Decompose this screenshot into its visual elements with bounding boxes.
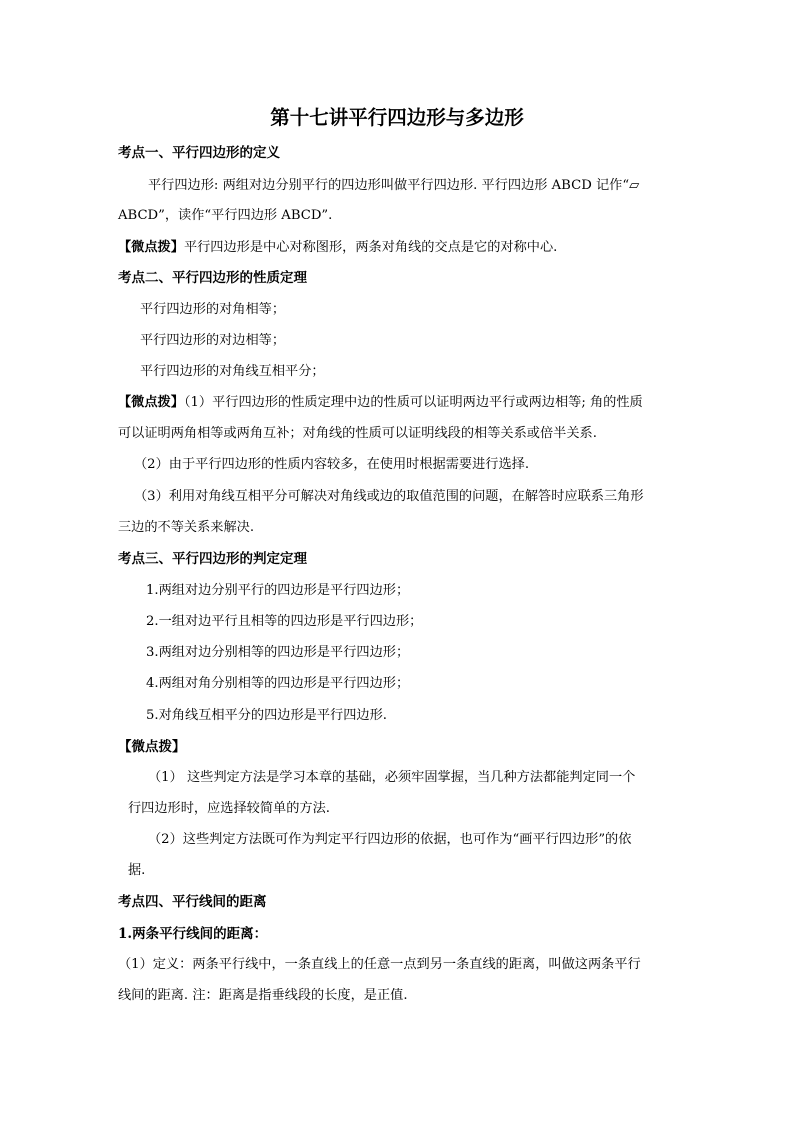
property-item: 平行四边形的对角相等； bbox=[140, 302, 286, 317]
criterion-item: 2.一组对边平行且相等的四边形是平行四边形； bbox=[146, 614, 423, 629]
tip-line: （2）由于平行四边形的性质内容较多，在使用时根据需要进行选择. bbox=[134, 457, 530, 472]
tip-text: 平行四边形是中心对称图形，两条对角线的交点是它的对称中心. bbox=[183, 240, 558, 255]
document-title: 第十七讲平行四边形与多边形 bbox=[270, 106, 524, 129]
tip-label: 【微点拨】 bbox=[118, 395, 184, 410]
tip-text: （1）平行四边形的性质定理中边的性质可以证明两边平行或两边相等; 角的性质 bbox=[183, 395, 643, 410]
section-heading-3: 考点三、平行四边形的判定定理 bbox=[118, 551, 307, 567]
tip-line: 可以证明两角相等或两角互补；对角线的性质可以证明线段的相等关系或倍半关系. bbox=[118, 426, 597, 441]
criterion-item: 5.对角线互相平分的四边形是平行四边形. bbox=[146, 708, 387, 723]
tip-paragraph-1 bbox=[118, 238, 557, 258]
tip-line: 行四边形时，应选择较简单的方法. bbox=[128, 801, 331, 816]
criterion-item: 1.两组对边分别平行的四边形是平行四边形； bbox=[146, 583, 410, 598]
section-heading-2: 考点二、平行四边形的性质定理 bbox=[118, 270, 307, 286]
criterion-item: 4.两组对角分别相等的四边形是平行四边形； bbox=[146, 676, 410, 691]
property-item: 平行四边形的对角线互相平分； bbox=[140, 364, 325, 379]
tip-label-3: 【微点拨】 bbox=[118, 739, 186, 755]
tip-line: 三边的不等关系来解决. bbox=[118, 520, 255, 535]
property-item: 平行四边形的对边相等； bbox=[140, 333, 286, 348]
subheading: 1.两条平行线间的距离： bbox=[118, 926, 268, 942]
definition-line: （1）定义：两条平行线中，一条直线上的任意一点到另一条直线的距离，叫做这两条平行 bbox=[118, 957, 641, 972]
section-heading-4: 考点四、平行线间的距离 bbox=[118, 894, 267, 910]
tip-line: （2）这些判定方法既可作为判定平行四边形的依据，也可作为“画平行四边形”的依 bbox=[148, 832, 632, 847]
tip-label: 【微点拨】 bbox=[118, 240, 184, 255]
definition-line-1: 平行四边形: 两组对边分别平行的四边形叫做平行四边形. 平行四边形 ABCD 记作“▱ bbox=[148, 178, 640, 193]
tip-paragraph-2 bbox=[118, 393, 643, 413]
tip-line: 据. bbox=[128, 863, 146, 878]
section-heading-1: 考点一、平行四边形的定义 bbox=[118, 145, 280, 161]
definition-line-2: ABCD”，读作“平行四边形 ABCD”. bbox=[118, 208, 333, 223]
tip-line: （3）利用对角线互相平分可解决对角线或边的取值范围的问题，在解答时应联系三角形 bbox=[134, 489, 644, 504]
criterion-item: 3.两组对边分别相等的四边形是平行四边形； bbox=[146, 645, 410, 660]
definition-line: 线间的距离. 注：距离是指垂线段的长度，是正值. bbox=[118, 988, 408, 1003]
tip-line: （1） 这些判定方法是学习本章的基础，必须牢固掌握，当几种方法都能判定同一个 bbox=[148, 770, 636, 785]
